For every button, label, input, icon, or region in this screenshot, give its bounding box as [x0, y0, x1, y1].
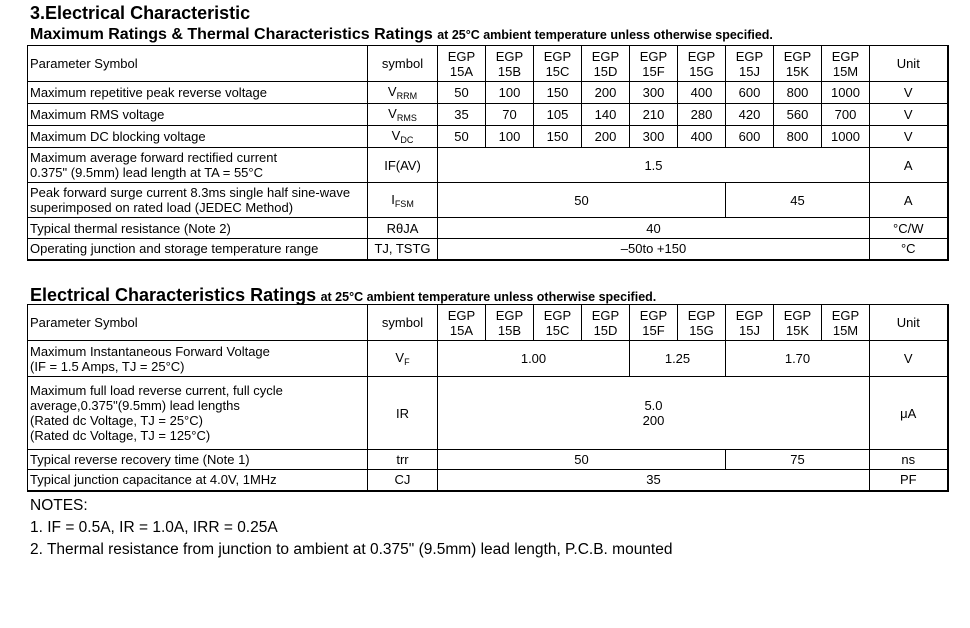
table-row — [28, 126, 948, 148]
value-cell: 800 — [774, 82, 822, 104]
value-cell: 560 — [774, 104, 822, 126]
table1-title-text: Maximum Ratings & Thermal Characteristics Ratings — [30, 26, 433, 43]
param-cell: Operating junction and storage temperature range — [28, 239, 368, 260]
header-unit: Unit — [870, 305, 948, 341]
value-cell: 1.00 — [438, 341, 630, 377]
table-row — [28, 148, 948, 183]
note-item: 2. Thermal resistance from junction to ambient at 0.375" (9.5mm) lead length, P.C.B. mounted — [30, 541, 673, 558]
value-cell: 1000 — [822, 82, 870, 104]
header-part: EGP 15A — [438, 305, 486, 341]
notes-heading: NOTES: — [30, 497, 88, 514]
value-cell: 800 — [774, 126, 822, 148]
table2-title — [30, 285, 656, 306]
value-cell: 200 — [582, 126, 630, 148]
table-row — [28, 450, 948, 470]
table-row — [28, 470, 948, 491]
value-cell: 210 — [630, 104, 678, 126]
header-part: EGP 15F — [630, 305, 678, 341]
symbol-cell: CJ — [368, 470, 438, 491]
symbol-cell: $V_F$ — [368, 341, 438, 377]
table1-condition: at 25°C ambient temperature unless otherwise specified. — [437, 28, 773, 42]
table-row — [28, 239, 948, 260]
param-cell: Typical thermal resistance (Note 2) — [28, 218, 368, 239]
param-cell: Maximum DC blocking voltage — [28, 126, 368, 148]
value-cell: 40 — [438, 218, 870, 239]
table1-title — [30, 26, 773, 44]
value-cell: 200 — [582, 82, 630, 104]
header-part: EGP 15G — [678, 46, 726, 82]
param-cell: Typical reverse recovery time (Note 1) — [28, 450, 368, 470]
value-cell: 1.5 — [438, 148, 870, 183]
symbol-cell: IR — [368, 377, 438, 450]
value-cell: 105 — [534, 104, 582, 126]
symbol-cell: $I_{FSM}$ — [368, 183, 438, 218]
value-cell: 70 — [486, 104, 534, 126]
header-part: EGP 15C — [534, 46, 582, 82]
value-cell: 1.25 — [630, 341, 726, 377]
header-part: EGP 15J — [726, 46, 774, 82]
value-cell: 50 — [438, 450, 726, 470]
table2-condition: at 25°C ambient temperature unless otherwise specified. — [320, 290, 657, 304]
note-item: 1. IF = 0.5A, IR = 1.0A, IRR = 0.25A — [30, 519, 278, 536]
param-cell: Maximum repetitive peak reverse voltage — [28, 82, 368, 104]
header-unit: Unit — [870, 46, 948, 82]
value-cell: 35 — [438, 470, 870, 491]
param-cell: Maximum full load reverse current, full cycle average,0.375"(9.5mm) lead lengths (Rated dc Voltage, TJ = 25°C) (Rated dc Voltage, TJ = 125°C) — [28, 377, 368, 450]
value-cell: 150 — [534, 126, 582, 148]
unit-cell: ns — [870, 450, 948, 470]
header-part: EGP 15D — [582, 46, 630, 82]
value-cell: 300 — [630, 82, 678, 104]
header-symbol: symbol — [368, 305, 438, 341]
value-cell: 400 — [678, 82, 726, 104]
symbol-cell: $V_{RRM}$ — [368, 82, 438, 104]
header-part: EGP 15K — [774, 305, 822, 341]
value-cell: 5.0 200 — [438, 377, 870, 450]
table-row — [28, 218, 948, 239]
symbol-cell: RθJA — [368, 218, 438, 239]
symbol-cell: $V_{DC}$ — [368, 126, 438, 148]
header-part: EGP 15M — [822, 305, 870, 341]
table-row — [28, 82, 948, 104]
value-cell: 45 — [726, 183, 870, 218]
value-cell: 1000 — [822, 126, 870, 148]
unit-cell: μA — [870, 377, 948, 450]
value-cell: 35 — [438, 104, 486, 126]
unit-cell: V — [870, 104, 948, 126]
param-cell: Maximum average forward rectified current 0.375" (9.5mm) lead length at TA = 55°C — [28, 148, 368, 183]
header-part: EGP 15B — [486, 46, 534, 82]
maximum-ratings-table — [27, 45, 949, 261]
electrical-characteristics-table — [27, 304, 949, 492]
param-cell: Typical junction capacitance at 4.0V, 1MHz — [28, 470, 368, 491]
value-cell: 50 — [438, 183, 726, 218]
value-cell: 150 — [534, 82, 582, 104]
header-part: EGP 15M — [822, 46, 870, 82]
value-cell: 140 — [582, 104, 630, 126]
section-title: 3.Electrical Characteristic — [30, 3, 251, 23]
symbol-cell: $V_{RMS}$ — [368, 104, 438, 126]
value-cell: –50to +150 — [438, 239, 870, 260]
table-row — [28, 104, 948, 126]
header-part: EGP 15G — [678, 305, 726, 341]
value-cell: 400 — [678, 126, 726, 148]
value-cell: 420 — [726, 104, 774, 126]
unit-cell: °C/W — [870, 218, 948, 239]
symbol-cell: trr — [368, 450, 438, 470]
value-cell: 100 — [486, 82, 534, 104]
unit-cell: V — [870, 341, 948, 377]
value-cell: 700 — [822, 104, 870, 126]
param-cell: Maximum RMS voltage — [28, 104, 368, 126]
value-cell: 75 — [726, 450, 870, 470]
value-cell: 100 — [486, 126, 534, 148]
value-cell: 600 — [726, 82, 774, 104]
unit-cell: V — [870, 126, 948, 148]
param-cell: Maximum Instantaneous Forward Voltage (IF = 1.5 Amps, TJ = 25°C) — [28, 341, 368, 377]
table2-header-row — [28, 305, 948, 341]
value-cell: 600 — [726, 126, 774, 148]
table-row — [28, 341, 948, 377]
value-cell: 1.70 — [726, 341, 870, 377]
unit-cell: °C — [870, 239, 948, 260]
header-part: EGP 15K — [774, 46, 822, 82]
header-param: Parameter Symbol — [28, 305, 368, 341]
header-symbol: symbol — [368, 46, 438, 82]
value-cell: 50 — [438, 126, 486, 148]
header-part: EGP 15C — [534, 305, 582, 341]
header-part: EGP 15D — [582, 305, 630, 341]
table-row — [28, 377, 948, 450]
value-cell: 300 — [630, 126, 678, 148]
header-part: EGP 15A — [438, 46, 486, 82]
unit-cell: A — [870, 183, 948, 218]
header-part: EGP 15F — [630, 46, 678, 82]
value-cell: 50 — [438, 82, 486, 104]
header-part: EGP 15J — [726, 305, 774, 341]
unit-cell: PF — [870, 470, 948, 491]
symbol-cell: TJ, TSTG — [368, 239, 438, 260]
header-param: Parameter Symbol — [28, 46, 368, 82]
value-cell: 280 — [678, 104, 726, 126]
unit-cell: V — [870, 82, 948, 104]
unit-cell: A — [870, 148, 948, 183]
symbol-cell: IF(AV) — [368, 148, 438, 183]
table2-title-text: Electrical Characteristics Ratings — [30, 285, 317, 305]
header-part: EGP 15B — [486, 305, 534, 341]
param-cell: Peak forward surge current 8.3ms single half sine-wave superimposed on rated load (JEDEC Method) — [28, 183, 368, 218]
table-row — [28, 183, 948, 218]
table1-header-row — [28, 46, 948, 82]
